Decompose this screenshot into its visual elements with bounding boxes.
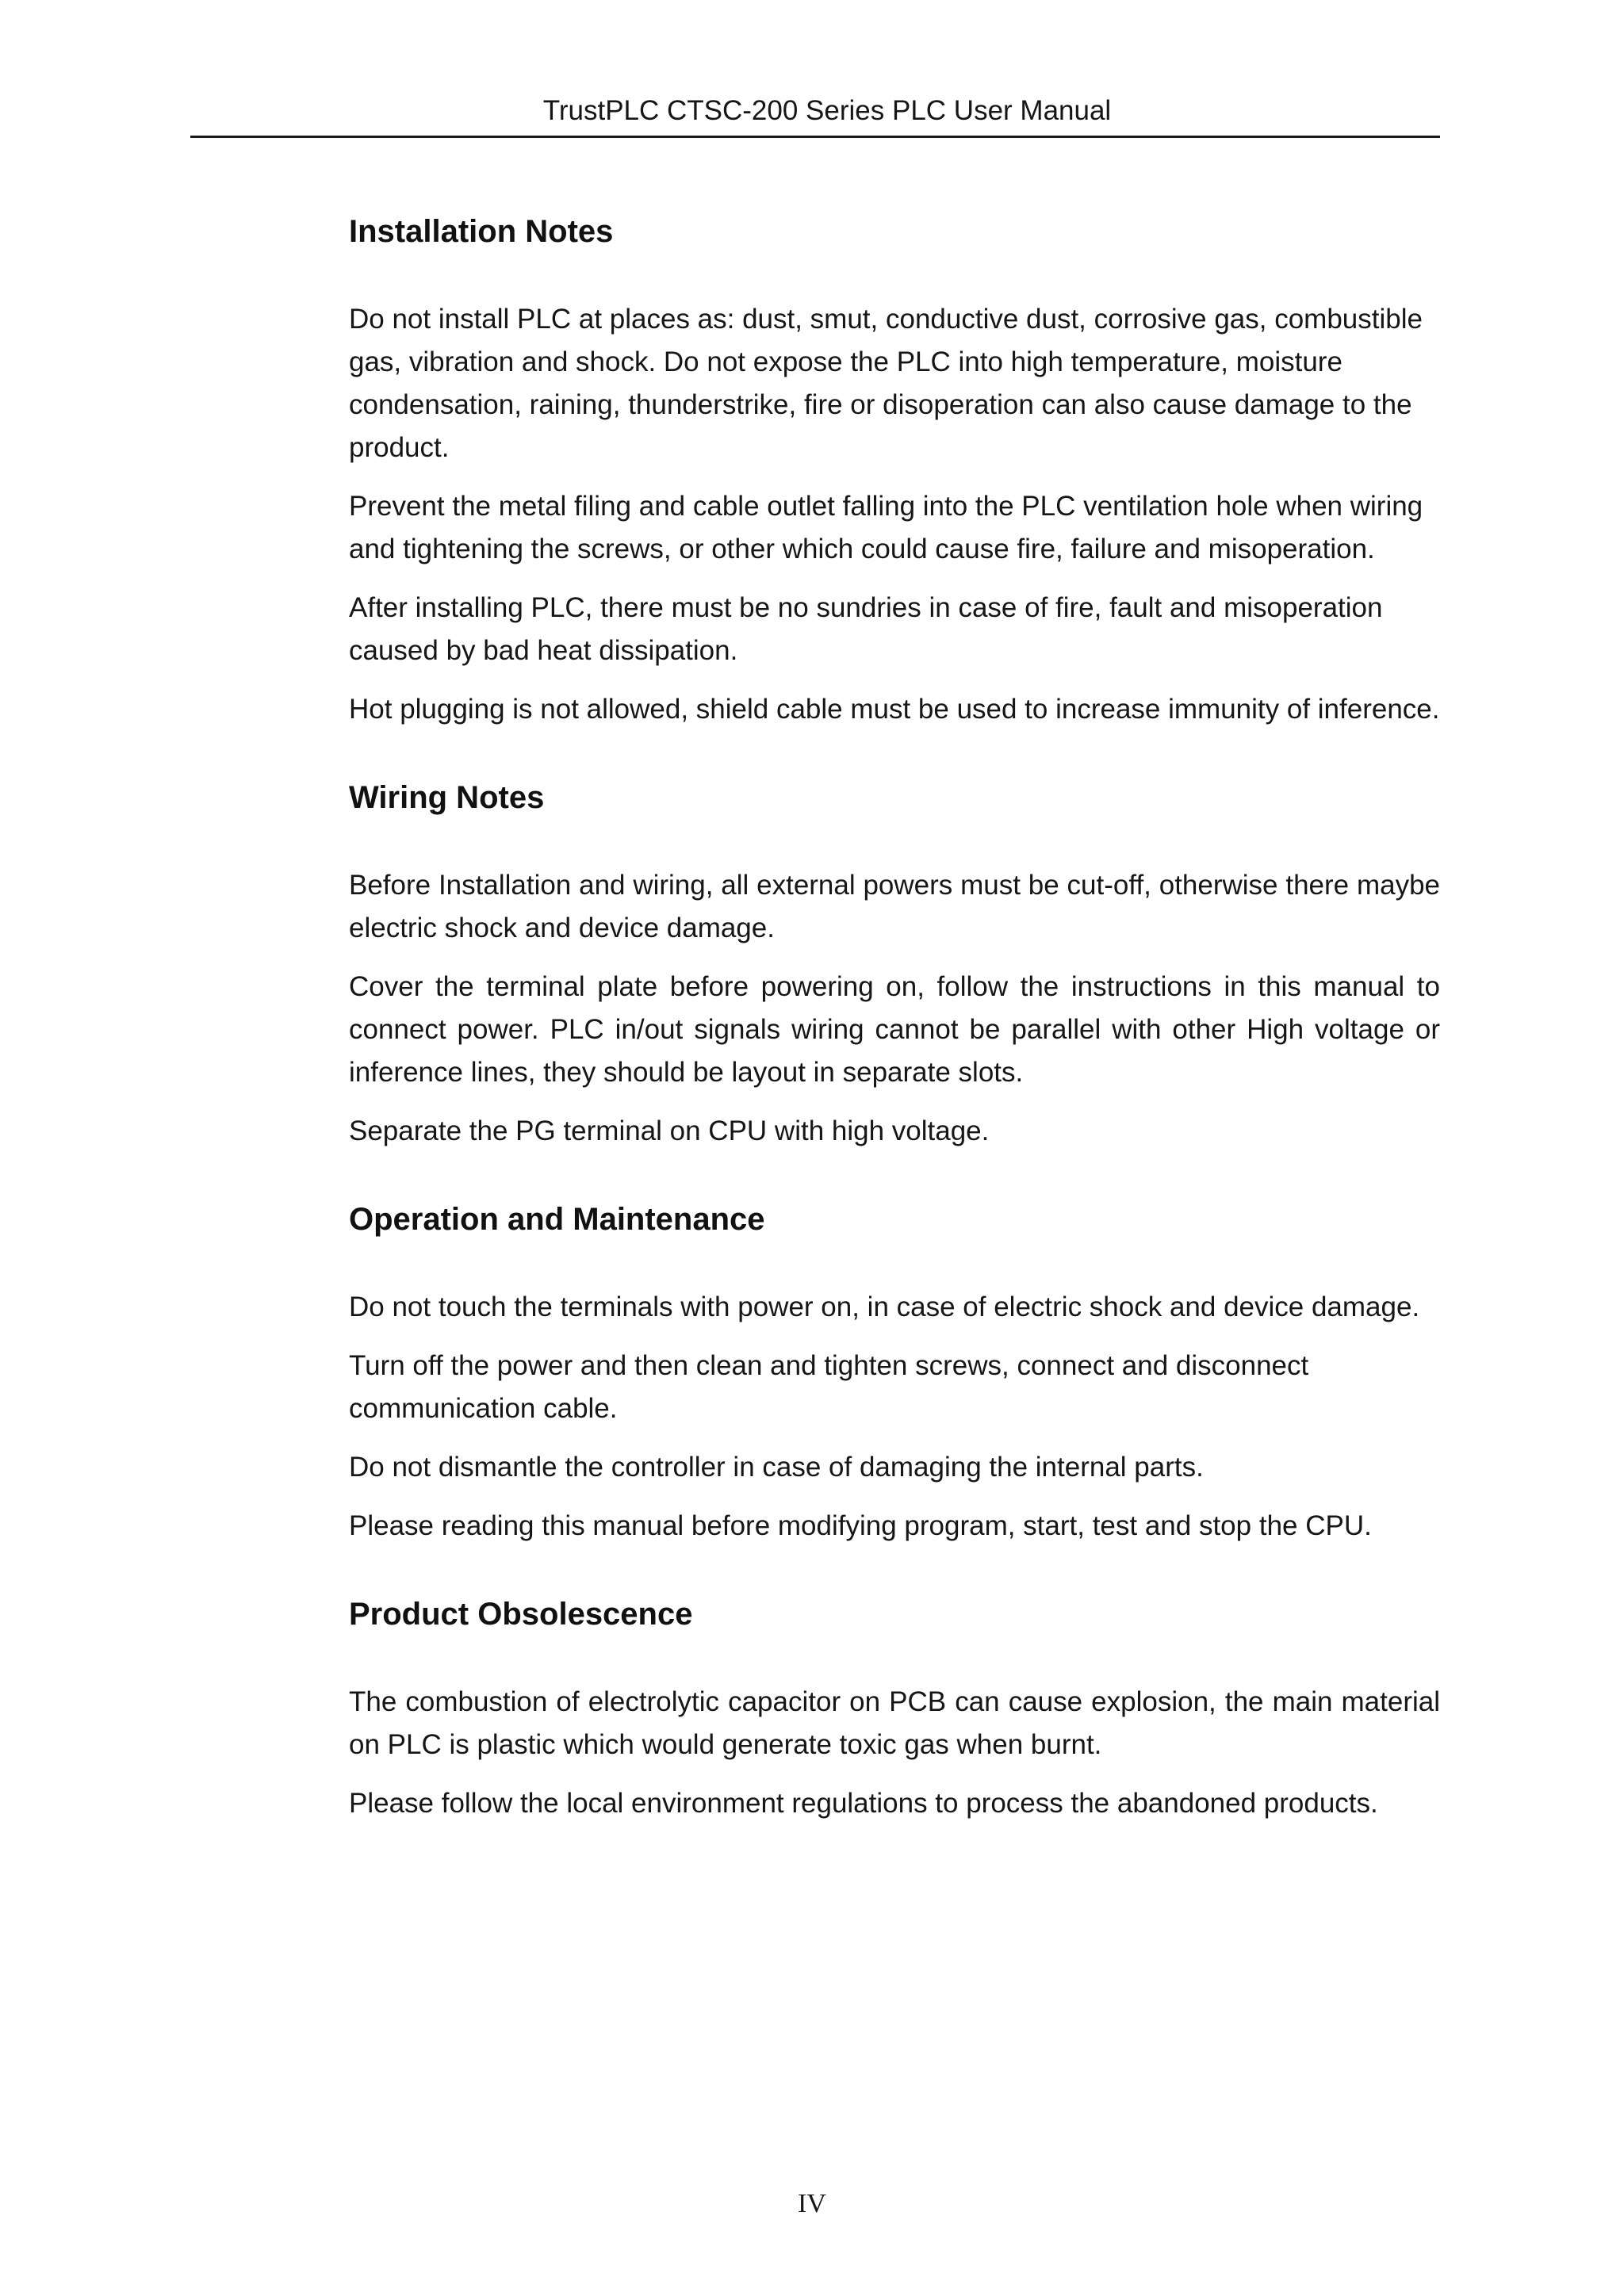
page-body bbox=[349, 208, 1440, 1868]
paragraph: After installing PLC, there must be no sundries in case of fire, fault and misoperation caused by bad heat dissipation. bbox=[349, 592, 1383, 666]
section-heading: Product Obsolescence bbox=[349, 1597, 693, 1632]
section-product-obsolescence bbox=[349, 1590, 1440, 1825]
paragraph: Do not install PLC at places as: dust, smut, conductive dust, corrosive gas, combustible gas, vibration and shock. Do not expose the PLC into high temperature, moisture condensation, raining, thunderstrike, fire or disoperation can also cause damage to the product. bbox=[349, 304, 1423, 463]
paragraph: Turn off the power and then clean and tighten screws, connect and disconnect communication cable. bbox=[349, 1350, 1309, 1424]
section-installation-notes bbox=[349, 208, 1440, 731]
section-operation-and-maintenance bbox=[349, 1196, 1440, 1548]
paragraph: Do not touch the terminals with power on, in case of electric shock and device damage. bbox=[349, 1292, 1420, 1322]
paragraph: Do not dismantle the controller in case of damaging the internal parts. bbox=[349, 1452, 1204, 1483]
document-title: TrustPLC CTSC-200 Series PLC User Manual bbox=[542, 95, 1112, 126]
section-wiring-notes bbox=[349, 774, 1440, 1153]
section-heading: Wiring Notes bbox=[349, 780, 545, 815]
paragraph: Prevent the metal filing and cable outlet falling into the PLC ventilation hole when wiring and tightening the screws, or other which could cause fire, failure and misoperation. bbox=[349, 491, 1423, 564]
section-heading: Operation and Maintenance bbox=[349, 1202, 765, 1237]
paragraph: Please follow the local environment regulations to process the abandoned products. bbox=[349, 1788, 1378, 1819]
paragraph: Cover the terminal plate before powering on, follow the instructions in this manual to connect power. PLC in/out signals wiring cannot be parallel with other High voltage or inference lines, they should be layout in separate slots. bbox=[349, 971, 1440, 1088]
page-number: IV bbox=[798, 2189, 826, 2218]
paragraph: Hot plugging is not allowed, shield cable must be used to increase immunity of inference. bbox=[349, 694, 1440, 725]
paragraph: The combustion of electrolytic capacitor on PCB can cause explosion, the main material on PLC is plastic which would generate toxic gas when burnt. bbox=[349, 1686, 1440, 1760]
paragraph: Separate the PG terminal on CPU with high voltage. bbox=[349, 1115, 990, 1146]
paragraph: Please reading this manual before modifying program, start, test and stop the CPU. bbox=[349, 1510, 1372, 1541]
section-heading: Installation Notes bbox=[349, 214, 614, 249]
paragraph: Before Installation and wiring, all external powers must be cut-off, otherwise there maybe electric shock and device damage. bbox=[349, 870, 1440, 943]
page-header bbox=[190, 90, 1440, 138]
